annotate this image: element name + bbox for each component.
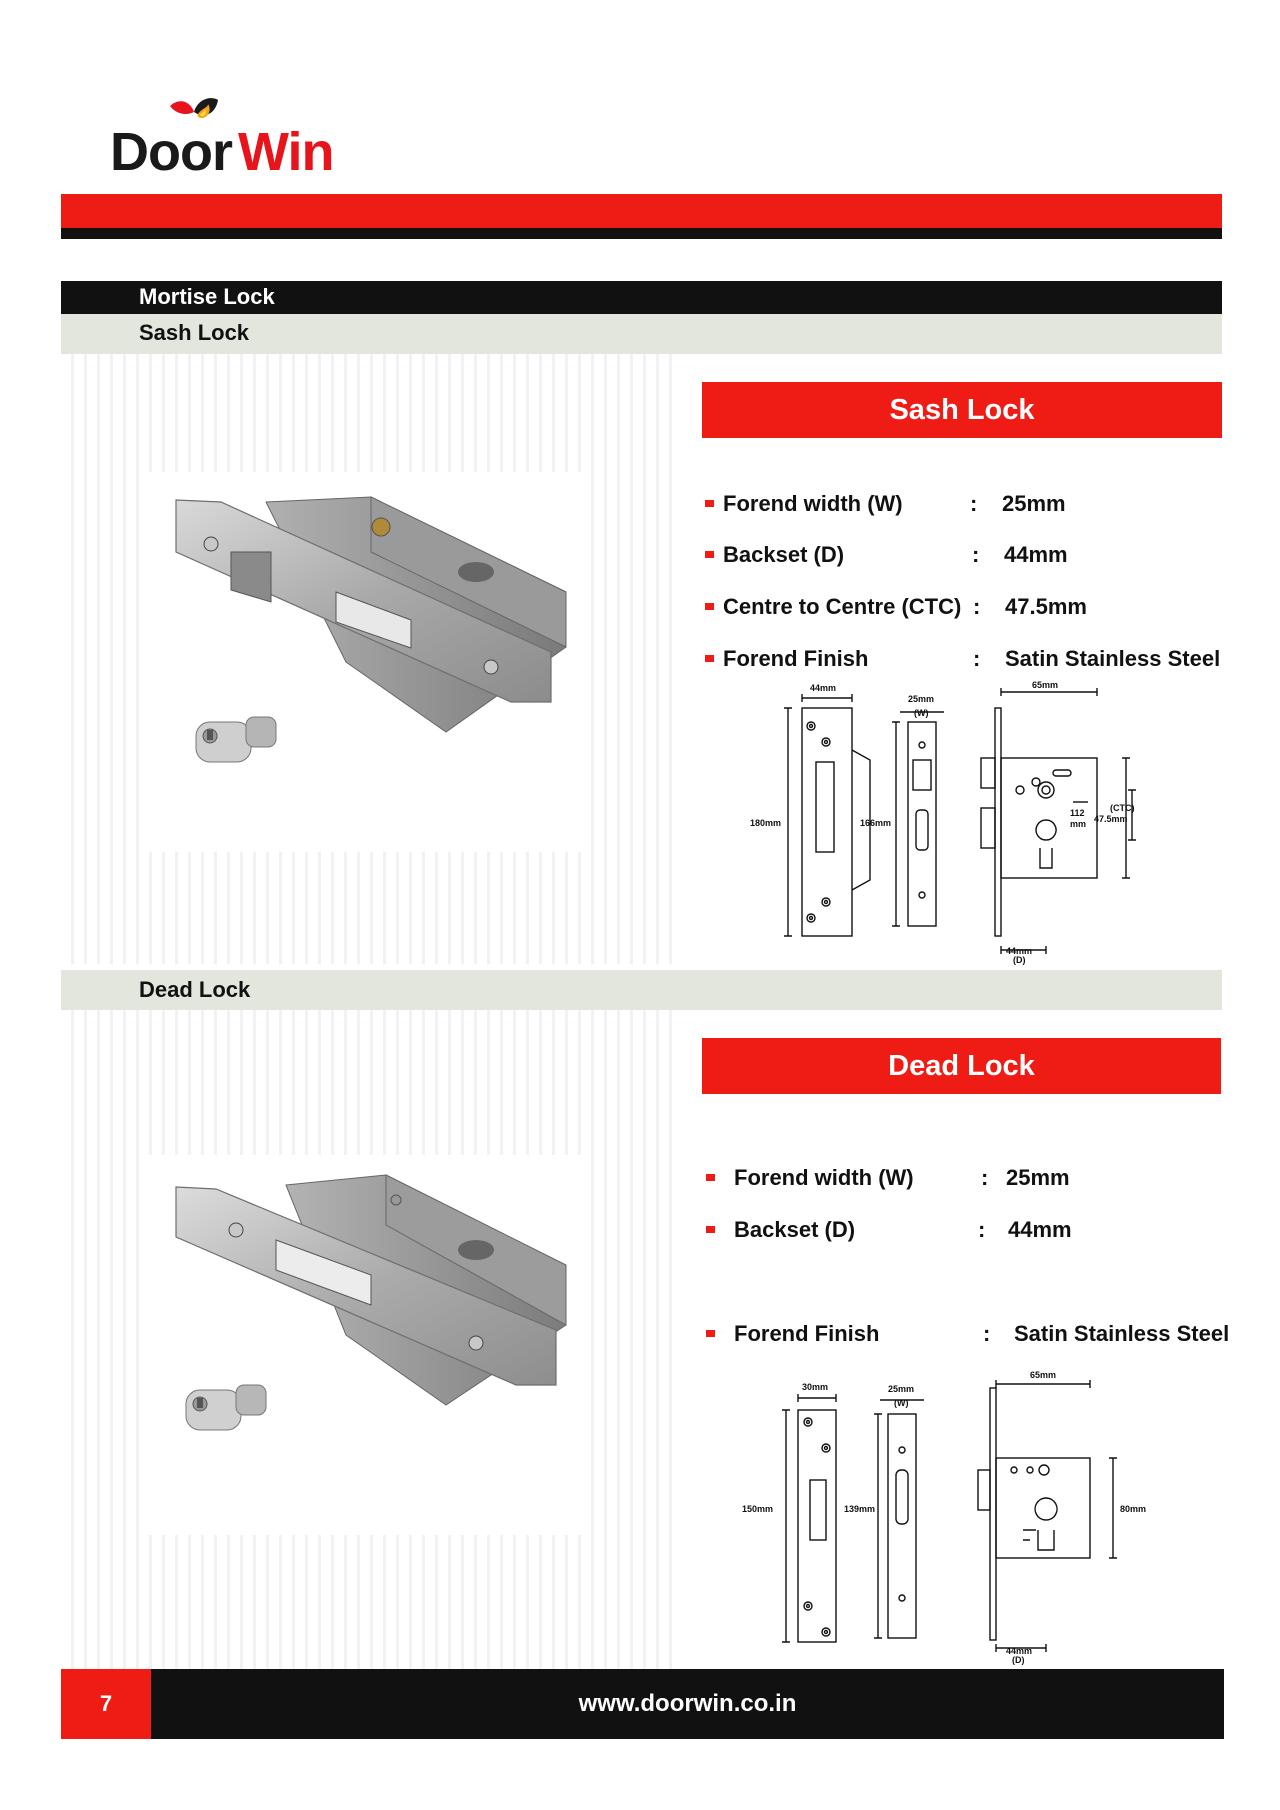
spec-label: Forend Finish — [723, 646, 869, 671]
dim-label: (CTC) — [1110, 803, 1135, 813]
spec-label: Forend width (W) — [734, 1165, 914, 1190]
doorwin-logo — [110, 92, 350, 187]
dead-lock-photo-panel — [61, 1010, 681, 1669]
sash-lock-photo — [146, 472, 588, 852]
bullet-icon — [705, 500, 714, 507]
spec-label: Forend Finish — [734, 1321, 880, 1346]
category-title: Mortise Lock — [139, 284, 275, 309]
sash-lock-heading: Sash Lock — [702, 382, 1222, 438]
dim-label: 65mm — [1032, 680, 1059, 690]
bullet-icon — [705, 603, 714, 610]
dim-label: 25mm — [888, 1384, 915, 1394]
sash-lock-product-image — [146, 472, 588, 852]
spec-label: Backset (D) — [734, 1217, 856, 1242]
spec-value: 25mm — [1006, 1165, 1070, 1190]
spec-label: Centre to Centre (CTC) — [723, 594, 962, 619]
page-number: 7 — [61, 1669, 151, 1739]
dim-label: mm — [1070, 819, 1087, 829]
dim-label: 44mm — [810, 683, 837, 693]
dead-lock-technical-drawing — [738, 1370, 1158, 1665]
subcategory-band — [61, 314, 1222, 354]
dim-label: 47.5mm — [1094, 814, 1128, 824]
spec-value: 44mm — [1004, 542, 1068, 567]
category-band — [61, 281, 1222, 314]
spec-value: 44mm — [1008, 1217, 1072, 1242]
sash-lock-technical-drawing — [748, 680, 1158, 970]
dim-label: (D) — [1013, 955, 1026, 965]
spec-separator: : — [972, 542, 980, 567]
dim-label: 25mm — [908, 694, 935, 704]
sash-lock-photo-panel — [61, 354, 681, 964]
website-link[interactable]: www.doorwin.co.in — [151, 1669, 1224, 1739]
bullet-icon — [705, 551, 714, 558]
spec-label: Forend width (W) — [723, 491, 903, 516]
spec-separator: : — [973, 646, 981, 671]
spec-separator: : — [978, 1217, 986, 1242]
dim-label: (W) — [894, 1398, 909, 1408]
dim-label: 65mm — [1030, 1370, 1057, 1380]
bullet-icon — [706, 1174, 715, 1181]
logo-word-win: Win — [237, 122, 334, 182]
dead-lock-heading: Dead Lock — [702, 1038, 1221, 1094]
bullet-icon — [706, 1330, 715, 1337]
dim-label: 30mm — [802, 1382, 829, 1392]
dim-label: (D) — [1012, 1655, 1025, 1665]
dead-lock-product-image — [146, 1155, 588, 1535]
dead-lock-drawing-labels — [742, 1370, 1146, 1665]
spec-separator: : — [970, 491, 978, 516]
spec-separator: : — [981, 1165, 989, 1190]
spec-value: 47.5mm — [1005, 594, 1087, 619]
dead-lock-band-title: Dead Lock — [139, 977, 251, 1002]
spec-value: Satin Stainless Steel — [1005, 646, 1221, 671]
bullet-icon — [706, 1226, 715, 1233]
dim-label: 166mm — [860, 818, 892, 828]
subcategory-title: Sash Lock — [139, 320, 250, 345]
dead-lock-photo — [146, 1155, 588, 1535]
spec-separator: : — [973, 594, 981, 619]
header-red-bar — [61, 194, 1222, 228]
dim-label: 180mm — [750, 818, 782, 828]
spec-value: 25mm — [1002, 491, 1066, 516]
logo-word-door: Door — [110, 122, 232, 182]
header-black-bar — [61, 228, 1222, 239]
spec-label: Backset (D) — [723, 542, 845, 567]
dim-label: 112 — [1070, 808, 1085, 818]
spec-value: Satin Stainless Steel — [1014, 1321, 1230, 1346]
dim-label: 150mm — [742, 1504, 774, 1514]
dim-label: 139mm — [844, 1504, 876, 1514]
dim-label: (W) — [914, 708, 929, 718]
dim-label: 80mm — [1120, 1504, 1147, 1514]
dim-label: 44mm — [1006, 946, 1033, 956]
dim-label: 44mm — [1006, 1646, 1033, 1656]
dead-lock-band — [61, 970, 1222, 1010]
bullet-icon — [705, 655, 714, 662]
spec-separator: : — [983, 1321, 991, 1346]
